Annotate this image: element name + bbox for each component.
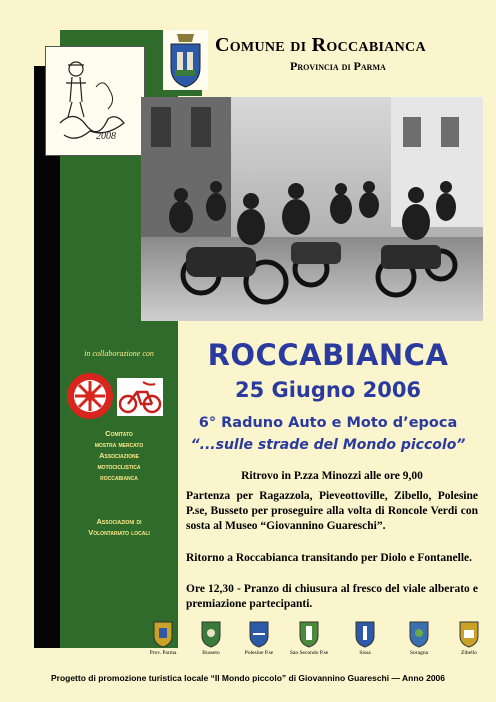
shield-icon: [298, 620, 320, 648]
event-subtitle: 6° Raduno Auto e Moto d’epoca: [198, 415, 458, 431]
crest-zibello: [444, 620, 494, 656]
roccabianca-crest: [163, 30, 208, 90]
committee-line: Associazione: [99, 451, 139, 460]
crest-label: Zibello: [461, 650, 477, 656]
logo-year: 2008: [96, 131, 116, 142]
motorcycle-logo-icon: [117, 378, 163, 416]
route-paragraph: Partenza per Ragazzola, Pieveottoville, Zibello, Polesine P.se, Busseto per proseguire alla volta di Roncole Verdi con sosta al Museo “Giovannino Guareschi”.: [186, 490, 478, 532]
committee-block: [62, 428, 176, 483]
crest-label: Sissa: [359, 650, 371, 656]
shield-icon: [354, 620, 376, 648]
shield-icon: [458, 620, 480, 648]
lunch-paragraph: Ore 12,30 - Pranzo di chiusura al fresco del viale alberato e premiazione partecipanti.: [186, 583, 478, 610]
event-logo: [45, 46, 145, 156]
crest-label: Prov. Parma: [149, 650, 177, 656]
moto-club-badge: [117, 378, 163, 416]
crest-label: Polesine P.se: [244, 650, 274, 656]
committee-line: mostra mercato: [94, 440, 144, 449]
shield-icon: [408, 620, 430, 648]
meeting-point: Ritrovo in P.zza Minozzi alle ore 9,00: [241, 470, 423, 482]
artisan-wheel-icon: [66, 372, 114, 420]
municipal-crest-icon: [163, 30, 208, 90]
crest-label: Busseto: [202, 650, 220, 656]
event-date: 25 Giugno 2006: [234, 378, 422, 402]
return-paragraph: Ritorno a Roccabianca transitando per Diolo e Fontanelle.: [186, 552, 472, 564]
crest-san-secondo: [284, 620, 334, 656]
shield-icon: [200, 620, 222, 648]
artigianato-commercio-badge: [66, 372, 114, 420]
event-title: ROCCABIANCA: [207, 338, 449, 372]
committee-line: Comitato: [105, 429, 133, 438]
sponsor-crests: [138, 620, 494, 668]
province-subtitle: Provincia di Parma: [290, 59, 386, 73]
volunteers-block: [62, 516, 176, 538]
crest-polesine: [234, 620, 284, 656]
volunteers-line: Associazioni di: [96, 517, 142, 526]
committee-line: roccabianca: [100, 473, 138, 482]
crest-prov-parma: [138, 620, 188, 656]
collaboration-label: in collaborazione con: [84, 349, 154, 358]
footer-credit: Progetto di promozione turistica locale “Il Mondo piccolo” di Giovannino Guareschi — Anno 2006: [50, 673, 446, 683]
shield-icon: [152, 620, 174, 648]
crest-busseto: [186, 620, 236, 656]
crest-soragna: [394, 620, 444, 656]
motorcycle-parade-image: [141, 97, 483, 321]
municipality-title: Comune di Roccabianca: [215, 34, 426, 56]
rally-photo: [141, 97, 483, 321]
volunteers-line: Volontariato locali: [88, 528, 150, 537]
shield-icon: [248, 620, 270, 648]
committee-line: motociclistica: [97, 462, 141, 471]
crest-sissa: [340, 620, 390, 656]
event-tagline: “...sulle strade del Mondo piccolo”: [190, 437, 466, 453]
crest-label: San Secondo P.se: [289, 650, 329, 656]
crest-label: Soragna: [409, 650, 429, 656]
